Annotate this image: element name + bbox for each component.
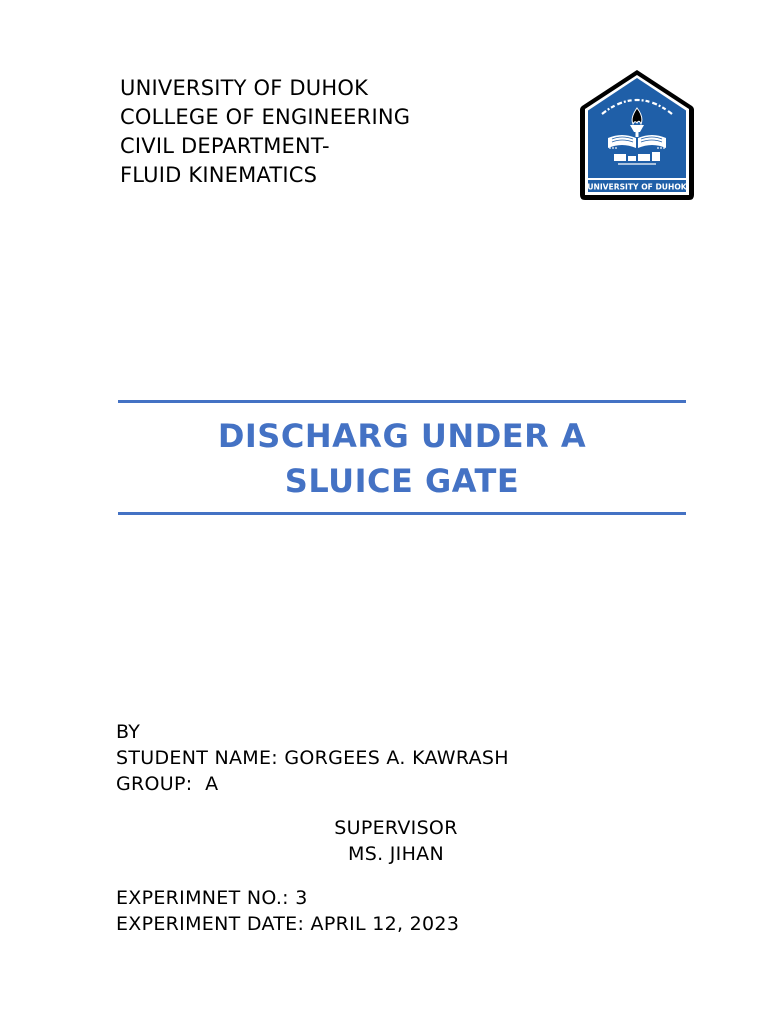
experiment-number: EXPERIMNET NO.: 3: [116, 887, 308, 909]
course-name: FLUID KINEMATICS: [120, 163, 318, 187]
college-name: COLLEGE OF ENGINEERING: [120, 105, 411, 129]
department-name: CIVIL DEPARTMENT-: [120, 134, 330, 158]
experiment-block: [116, 885, 459, 937]
title-line-1: DISCHARG UNDER A: [217, 417, 587, 455]
university-logo-icon: [578, 68, 696, 202]
institution-header: [120, 74, 410, 190]
experiment-date: EXPERIMENT DATE: APRIL 12, 2023: [116, 913, 460, 935]
supervisor-name: MS. JIHAN: [348, 843, 444, 865]
student-name: STUDENT NAME: GORGEES A. KAWRASH: [116, 747, 509, 769]
supervisor-block: [296, 815, 496, 867]
report-title: [118, 414, 686, 504]
by-label: BY: [116, 721, 141, 743]
logo-wordmark: UNIVERSITY OF DUHOK: [587, 182, 687, 192]
university-name: UNIVERSITY OF DUHOK: [120, 76, 369, 100]
supervisor-label: SUPERVISOR: [334, 817, 458, 839]
title-top-rule: [118, 400, 686, 403]
title-bottom-rule: [118, 512, 686, 515]
title-line-2: SLUICE GATE: [284, 462, 520, 500]
author-block: [116, 719, 509, 797]
group-name: GROUP: A: [116, 773, 219, 795]
